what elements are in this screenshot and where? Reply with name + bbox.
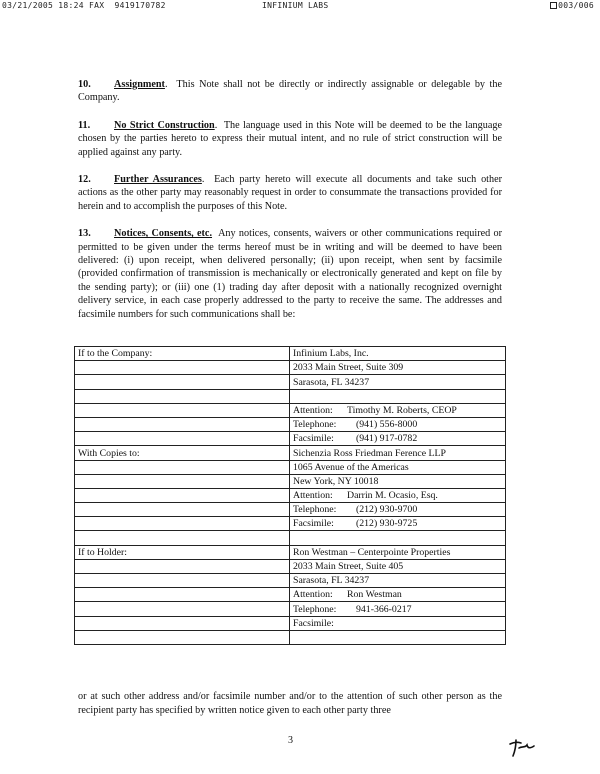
- recipient-label: With Copies to:: [75, 446, 290, 460]
- telephone-cell: Telephone: (941) 556-8000: [290, 417, 506, 431]
- section-number: 13.: [78, 228, 91, 240]
- address-line: Sichenzia Ross Friedman Ference LLP: [290, 446, 506, 460]
- section-title: Further Assurances: [114, 174, 202, 186]
- table-row: [75, 574, 506, 588]
- section-number: 11.: [78, 119, 91, 131]
- table-row: [75, 602, 506, 616]
- telephone-value: (212) 930-9700: [356, 504, 418, 516]
- address-line: Ron Westman – Centerpointe Properties: [290, 545, 506, 559]
- document-body: [78, 78, 502, 335]
- table-row: [75, 432, 506, 446]
- table-row: [75, 474, 506, 488]
- attention-cell: Attention: Darrin M. Ocasio, Esq.: [290, 488, 506, 502]
- attention-cell: Attention: Timothy M. Roberts, CEOP: [290, 403, 506, 417]
- fax-header: [0, 0, 600, 12]
- fax-sender: INFINIUM LABS: [262, 1, 329, 10]
- table-row: [75, 446, 506, 460]
- section-title: No Strict Construction: [114, 119, 215, 131]
- table-row: [75, 588, 506, 602]
- section-number: 10.: [78, 79, 91, 90]
- telephone-value: 941-366-0217: [356, 603, 412, 615]
- table-row: [75, 545, 506, 559]
- attention-cell: Attention: Ron Westman: [290, 588, 506, 602]
- table-row: [75, 460, 506, 474]
- address-line: Infinium Labs, Inc.: [290, 347, 506, 361]
- facsimile-value: (212) 930-9725: [356, 518, 418, 530]
- section-text: Each party hereto will execute all documents and take such other actions as the other party may reasonably request in order to consummate the transactions provided for herein and to accomplish the purposes of this Note.: [78, 174, 503, 212]
- recipient-label: If to Holder:: [75, 545, 290, 559]
- table-row: [75, 488, 506, 502]
- table-row: [75, 375, 506, 389]
- page-number: 3: [288, 735, 293, 746]
- section-title: Notices, Consents, etc.: [114, 228, 213, 240]
- facsimile-cell: Facsimile: (941) 917-0782: [290, 432, 506, 446]
- table-row: [75, 559, 506, 573]
- telephone-value: (941) 556-8000: [356, 419, 418, 431]
- section-text: The language used in this Note will be deemed to be the language chosen by the parties hereto to express their mutual intent, and no rule of strict construction will be applied against any party.: [78, 119, 502, 158]
- address-line: 2033 Main Street, Suite 309: [290, 361, 506, 375]
- address-table: [74, 346, 506, 645]
- telephone-cell: Telephone: 941-366-0217: [290, 602, 506, 616]
- section-10: 10. Assignment. This Note shall not be directly or indirectly assignable or delegable by the Company.: [78, 79, 502, 104]
- telephone-cell: Telephone: (212) 930-9700: [290, 503, 506, 517]
- facsimile-cell: Facsimile:: [290, 616, 506, 630]
- section-12: 12. Further Assurances. Each party hereto will execute all documents and take such other actions as the other party may reasonably request in order to consummate the transactions provided for herein and to accomplish the purposes of this Note.: [78, 174, 503, 212]
- section-11: 11. No Strict Construction. The language used in this Note will be deemed to be the language chosen by the parties hereto to express their mutual intent, and no rule of strict construction will be applied against any party.: [78, 119, 502, 158]
- table-row: [75, 403, 506, 417]
- initials-signature: [506, 736, 536, 758]
- attention-value: Darrin M. Ocasio, Esq.: [347, 490, 438, 502]
- section-text: Any notices, consents, waivers or other communications required or permitted to be given under the terms hereof must be in writing and will be deemed to have been delivered: (i) upon receipt, when delivered personally; (ii) upon receipt, when sent by facsimile (provided confirmation of transmission is mechanically or electronically generated and kept on file by the sending party); or (iii) one (1) trading day after deposit with a nationally recognized overnight delivery service, in each case properly addressed to the party to receive the same. The addresses and facsimile numbers for such communications shall be:: [78, 228, 503, 320]
- section-13: [78, 227, 502, 321]
- closing-paragraph: or at such other address and/or facsimile number and/or to the attention of such other person as the recipient party has specified by written notice given to each other party three: [78, 691, 502, 716]
- table-row: [75, 347, 506, 361]
- table-row: [75, 503, 506, 517]
- section-title: Assignment: [114, 79, 165, 90]
- address-line: New York, NY 10018: [290, 474, 506, 488]
- fax-page-count: [550, 0, 594, 12]
- table-row: [75, 616, 506, 630]
- fax-page-value: 003/006: [558, 1, 594, 10]
- address-line: 2033 Main Street, Suite 405: [290, 559, 506, 573]
- facsimile-cell: Facsimile: (212) 930-9725: [290, 517, 506, 531]
- address-line: Sarasota, FL 34237: [290, 375, 506, 389]
- section-number: 12.: [78, 174, 91, 186]
- table-row: [75, 417, 506, 431]
- address-line: Sarasota, FL 34237: [290, 574, 506, 588]
- section-text: This Note shall not be directly or indirectly assignable or delegable by the Company.: [78, 79, 502, 104]
- facsimile-value: (941) 917-0782: [356, 433, 418, 445]
- attention-value: Timothy M. Roberts, CEOP: [347, 404, 457, 416]
- table-row: [75, 517, 506, 531]
- table-row: [75, 361, 506, 375]
- table-row: [75, 531, 506, 545]
- attention-value: Ron Westman: [347, 589, 402, 601]
- table-row: [75, 389, 506, 403]
- recipient-label: If to the Company:: [75, 347, 290, 361]
- fax-box-icon: [550, 2, 557, 9]
- address-line: 1065 Avenue of the Americas: [290, 460, 506, 474]
- fax-date-time: 03/21/2005 18:24 FAX 9419170782: [2, 1, 166, 10]
- table-row: [75, 630, 506, 644]
